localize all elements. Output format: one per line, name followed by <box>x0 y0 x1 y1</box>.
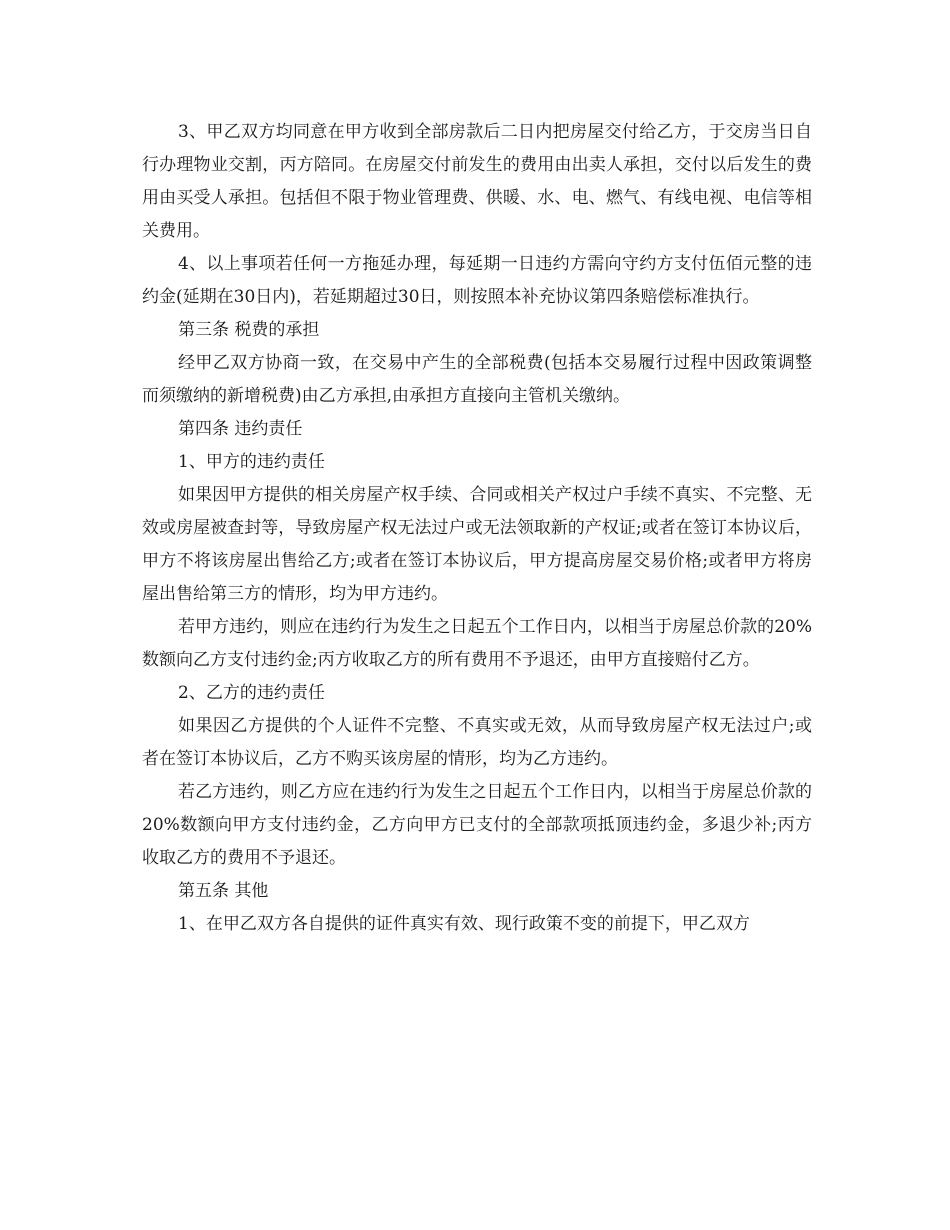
clause-paragraph: 若甲方违约，则应在违约行为发生之日起五个工作日内，以相当于房屋总价款的20%数额向乙方支付违约金;丙方收取乙方的所有费用不予退还，由甲方直接赔付乙方。 <box>142 617 812 670</box>
clause-paragraph: 若乙方违约，则乙方应在违约行为发生之日起五个工作日内，以相当于房屋总价款的20%数额向甲方支付违约金，乙方向甲方已支付的全部款项抵顶违约金，多退少补;丙方收取乙方的费用不予退还。 <box>142 782 812 868</box>
document-body <box>142 116 812 941</box>
subsection-heading: 1、甲方的违约责任 <box>178 452 325 472</box>
section-heading: 第四条 违约责任 <box>178 419 303 439</box>
clause-paragraph: 经甲乙双方协商一致，在交易中产生的全部税费(包括本交易履行过程中因政策调整而须缴纳的新增税费)由乙方承担,由承担方直接向主管机关缴纳。 <box>142 353 812 406</box>
clause-paragraph: 如果因甲方提供的相关房屋产权手续、合同或相关产权过户手续不真实、不完整、无效或房屋被查封等，导致房屋产权无法过户或无法领取新的产权证;或者在签订本协议后，甲方不将该房屋出售给乙方;或者在签订本协议后，甲方提高房屋交易价格;或者甲方将房屋出售给第三方的情形，均为甲方违约。 <box>142 485 812 604</box>
section-heading: 第三条 税费的承担 <box>178 320 320 340</box>
clause-paragraph: 如果因乙方提供的个人证件不完整、不真实或无效，从而导致房屋产权无法过户;或者在签订本协议后，乙方不购买该房屋的情形，均为乙方违约。 <box>142 716 812 769</box>
subsection-heading: 2、乙方的违约责任 <box>178 683 325 703</box>
section-heading: 第五条 其他 <box>178 881 269 901</box>
clause-paragraph: 1、在甲乙双方各自提供的证件真实有效、现行政策不变的前提下，甲乙双方 <box>178 914 750 934</box>
clause-paragraph: 3、甲乙双方均同意在甲方收到全部房款后二日内把房屋交付给乙方，于交房当日自行办理物业交割，丙方陪同。在房屋交付前发生的费用由出卖人承担，交付以后发生的费用由买受人承担。包括但不限于物业管理费、供暖、水、电、燃气、有线电视、电信等相关费用。 <box>142 122 812 241</box>
clause-paragraph: 4、以上事项若任何一方拖延办理，每延期一日违约方需向守约方支付伍佰元整的违约金(延期在30日内)，若延期超过30日，则按照本补充协议第四条赔偿标准执行。 <box>142 254 812 307</box>
